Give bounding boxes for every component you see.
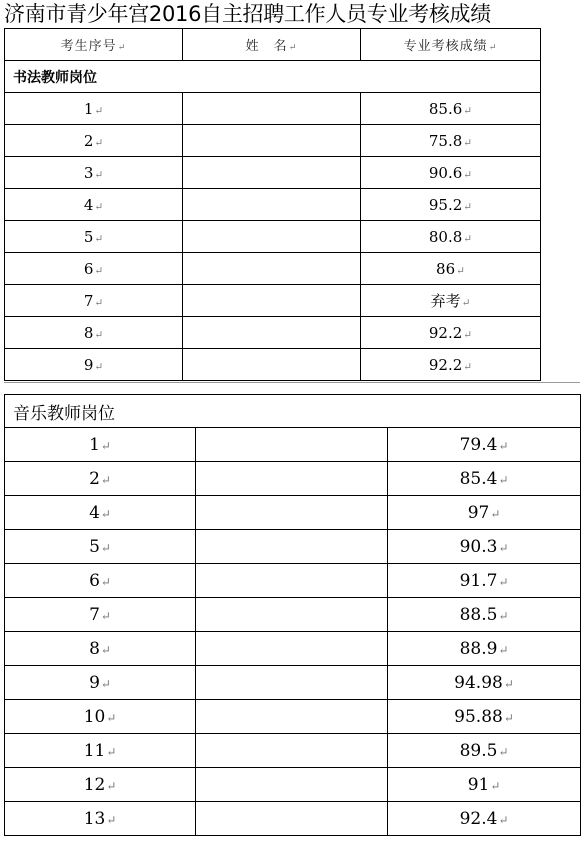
table-row — [5, 462, 581, 496]
score-cell: 97↵ — [388, 496, 581, 530]
header-cell-score: 专业考核成绩↵ — [361, 29, 541, 61]
name-cell — [183, 285, 361, 317]
score-cell: 90.3↵ — [388, 530, 581, 564]
score-cell: 95.88↵ — [388, 700, 581, 734]
name-cell — [196, 598, 388, 632]
table-row — [5, 285, 541, 317]
name-cell — [196, 632, 388, 666]
seq-cell: 4↵ — [5, 496, 196, 530]
name-cell — [183, 93, 361, 125]
name-cell — [196, 496, 388, 530]
score-cell: 92.2↵ — [361, 349, 541, 381]
table-row — [5, 317, 541, 349]
seq-cell: 5↵ — [5, 530, 196, 564]
name-cell — [183, 125, 361, 157]
score-cell: 91↵ — [388, 768, 581, 802]
seq-cell: 2↵ — [5, 462, 196, 496]
score-cell: 92.2↵ — [361, 317, 541, 349]
calligraphy-score-table — [4, 28, 541, 381]
name-cell — [196, 700, 388, 734]
score-cell: 91.7↵ — [388, 564, 581, 598]
name-cell — [196, 462, 388, 496]
score-cell: 94.98↵ — [388, 666, 581, 700]
header-cell-name: 姓 名↵ — [183, 29, 361, 61]
score-cell: 88.5↵ — [388, 598, 581, 632]
page-title: 济南市青少年宫2016自主招聘工作人员专业考核成绩 — [4, 2, 491, 26]
name-cell — [183, 157, 361, 189]
seq-cell: 4↵ — [5, 189, 183, 221]
name-cell — [183, 317, 361, 349]
name-cell — [183, 221, 361, 253]
section-row — [5, 61, 541, 93]
score-cell: 90.6↵ — [361, 157, 541, 189]
table-row — [5, 598, 581, 632]
score-cell: 80.8↵ — [361, 221, 541, 253]
name-cell — [196, 564, 388, 598]
seq-cell: 2↵ — [5, 125, 183, 157]
table-row — [5, 666, 581, 700]
table-row — [5, 802, 581, 836]
seq-cell: 10↵ — [5, 700, 196, 734]
score-cell: 79.4↵ — [388, 428, 581, 462]
name-cell — [183, 349, 361, 381]
seq-cell: 8↵ — [5, 317, 183, 349]
page-divider — [4, 382, 580, 383]
seq-cell: 9↵ — [5, 666, 196, 700]
score-cell: 95.2↵ — [361, 189, 541, 221]
seq-cell: 8↵ — [5, 632, 196, 666]
name-cell — [196, 768, 388, 802]
music-score-table — [4, 394, 581, 836]
name-cell — [196, 734, 388, 768]
table-row — [5, 253, 541, 285]
table-row — [5, 189, 541, 221]
seq-cell: 5↵ — [5, 221, 183, 253]
seq-cell: 1↵ — [5, 428, 196, 462]
seq-cell: 6↵ — [5, 253, 183, 285]
table-row — [5, 125, 541, 157]
score-cell: 75.8↵ — [361, 125, 541, 157]
score-cell: 85.6↵ — [361, 93, 541, 125]
seq-cell: 13↵ — [5, 802, 196, 836]
table-row — [5, 496, 581, 530]
table-row — [5, 349, 541, 381]
section-row — [5, 395, 581, 428]
table-row — [5, 93, 541, 125]
table-row — [5, 221, 541, 253]
table-row — [5, 768, 581, 802]
seq-cell: 3↵ — [5, 157, 183, 189]
score-cell: 86↵ — [361, 253, 541, 285]
seq-cell: 12↵ — [5, 768, 196, 802]
score-cell: 92.4↵ — [388, 802, 581, 836]
seq-cell: 1↵ — [5, 93, 183, 125]
score-cell: 89.5↵ — [388, 734, 581, 768]
seq-cell: 6↵ — [5, 564, 196, 598]
seq-cell: 7↵ — [5, 598, 196, 632]
table-row — [5, 564, 581, 598]
score-cell: 弃考↵ — [361, 285, 541, 317]
section-title: 书法教师岗位 — [5, 61, 541, 93]
header-cell-seq: 考生序号↵ — [5, 29, 183, 61]
name-cell — [196, 802, 388, 836]
header-row — [5, 29, 541, 61]
name-cell — [196, 428, 388, 462]
score-cell: 88.9↵ — [388, 632, 581, 666]
table-row — [5, 530, 581, 564]
name-cell — [196, 530, 388, 564]
name-cell — [196, 666, 388, 700]
table-row — [5, 700, 581, 734]
seq-cell: 9↵ — [5, 349, 183, 381]
seq-cell: 7↵ — [5, 285, 183, 317]
name-cell — [183, 253, 361, 285]
table-row — [5, 428, 581, 462]
seq-cell: 11↵ — [5, 734, 196, 768]
table-row — [5, 734, 581, 768]
name-cell — [183, 189, 361, 221]
score-cell: 85.4↵ — [388, 462, 581, 496]
table-row — [5, 157, 541, 189]
section-title: 音乐教师岗位 — [5, 395, 581, 428]
table-row — [5, 632, 581, 666]
